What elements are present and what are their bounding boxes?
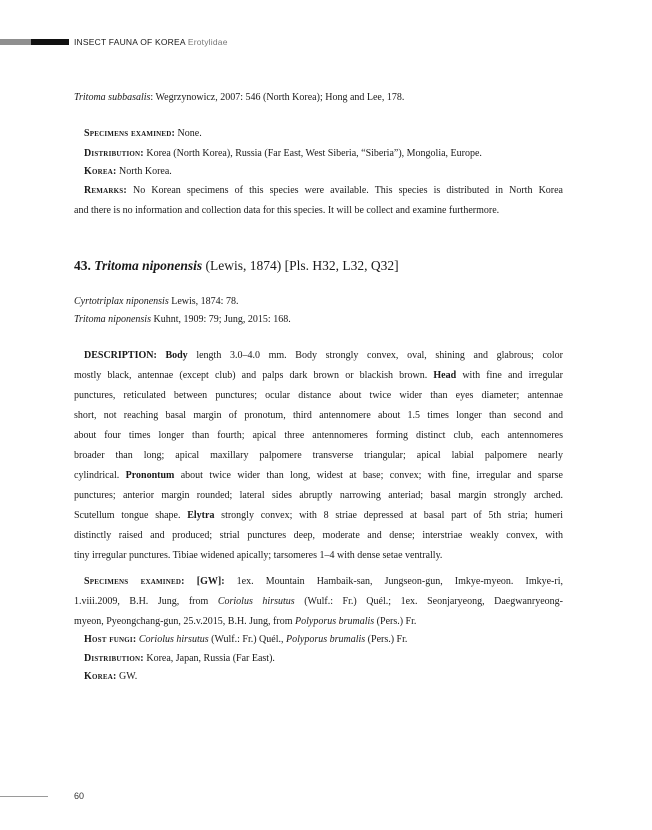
distribution-1: Distribution: Korea (North Korea), Russia (Far East, West Siberia, “Siberia”), Mongolia, Europe. — [84, 148, 482, 159]
distribution-43: Distribution: Korea, Japan, Russia (Far East). — [84, 653, 275, 664]
remarks-1: Remarks: No Korean specimens of this species were available. This species is distributed in North Korea and there is no information and collection data for this species. It will be collect and examine furthermore. — [74, 185, 563, 216]
family-title: Erotylidae — [187, 37, 228, 47]
synonym-cyrtotriplax: Cyrtotriplax niponensis Lewis, 1874: 78. — [74, 296, 239, 307]
specimens-examined-43: Specimens examined: [GW]: 1ex. Mountain Hambaik-san, Jungseon-gun, Imkye-myeon. Imkye-ri, 1.viii.2009, B.H. Jung, from Coriolus hirsutus (Wulf.: Fr.) Quél.; 1ex. Seonjaryeong, Daegwanryeong- myeon, Pyeongchang-gun, 25.v.2015, B.H. Jung, from Polyporus brumalis (Pers.) Fr. — [74, 576, 563, 627]
running-header — [74, 36, 228, 48]
host-fungi: Host fungi: Coriolus hirsutus (Wulf.: Fr.) Quél., Polyporus brumalis (Pers.) Fr. — [84, 634, 408, 645]
footer-rule — [0, 796, 48, 797]
synonym-subbasalis: Tritoma subbasalis: Wegrzynowicz, 2007: 546 (North Korea); Hong and Lee, 178. — [74, 92, 405, 103]
page-number: 60 — [74, 791, 85, 801]
korea-1: Korea: North Korea. — [84, 166, 172, 177]
specimens-examined-1: Specimens examined: None. — [84, 128, 202, 139]
description-paragraph: DESCRIPTION: Body length 3.0–4.0 mm. Body strongly convex, oval, shining and glabrous; color mostly black, antennae (except club) and palps dark brown or blackish brown. Head with fine and irregular punctures, reticulated between punctures; ocular distance about twice wider than eyes diameter; antennae short, not reaching basal margin of pronotum, third antennomere about 1.5 times longer than second and about four times longer than fourth; apical three antennomeres forming distinct club, each antennomeres broader than long; apical maxillary palpomere transverse triangular; apical labial palpomere nearly cylindrical. Pronontum about twice wider than long, widest at base; convex; with fine, irregular and sparse punctures; anterior margin rounded; lateral sides abruptly narrowing anteriad; basal margin strongly arched. Scutellum tongue shape. Elytra strongly convex; with 8 striae depressed at basal part of 5th stria; humeri distinctly raised and produced; strial punctures deep, moderate and dense; interstriae weakly convex, with tiny irregular punctures. Tibiae widened apically; tarsomeres 1–4 with dense setae ventrally. — [74, 350, 564, 561]
species-heading: 43. Tritoma niponensis (Lewis, 1874) [Pls. H32, L32, Q32] — [74, 258, 399, 273]
header-bar-gray — [0, 39, 31, 45]
synonym-tritoma: Tritoma niponensis Kuhnt, 1909: 79; Jung, 2015: 168. — [74, 314, 291, 325]
series-title: INSECT FAUNA OF KOREA — [74, 37, 186, 47]
korea-43: Korea: GW. — [84, 671, 138, 682]
header-bar-black — [31, 39, 69, 45]
